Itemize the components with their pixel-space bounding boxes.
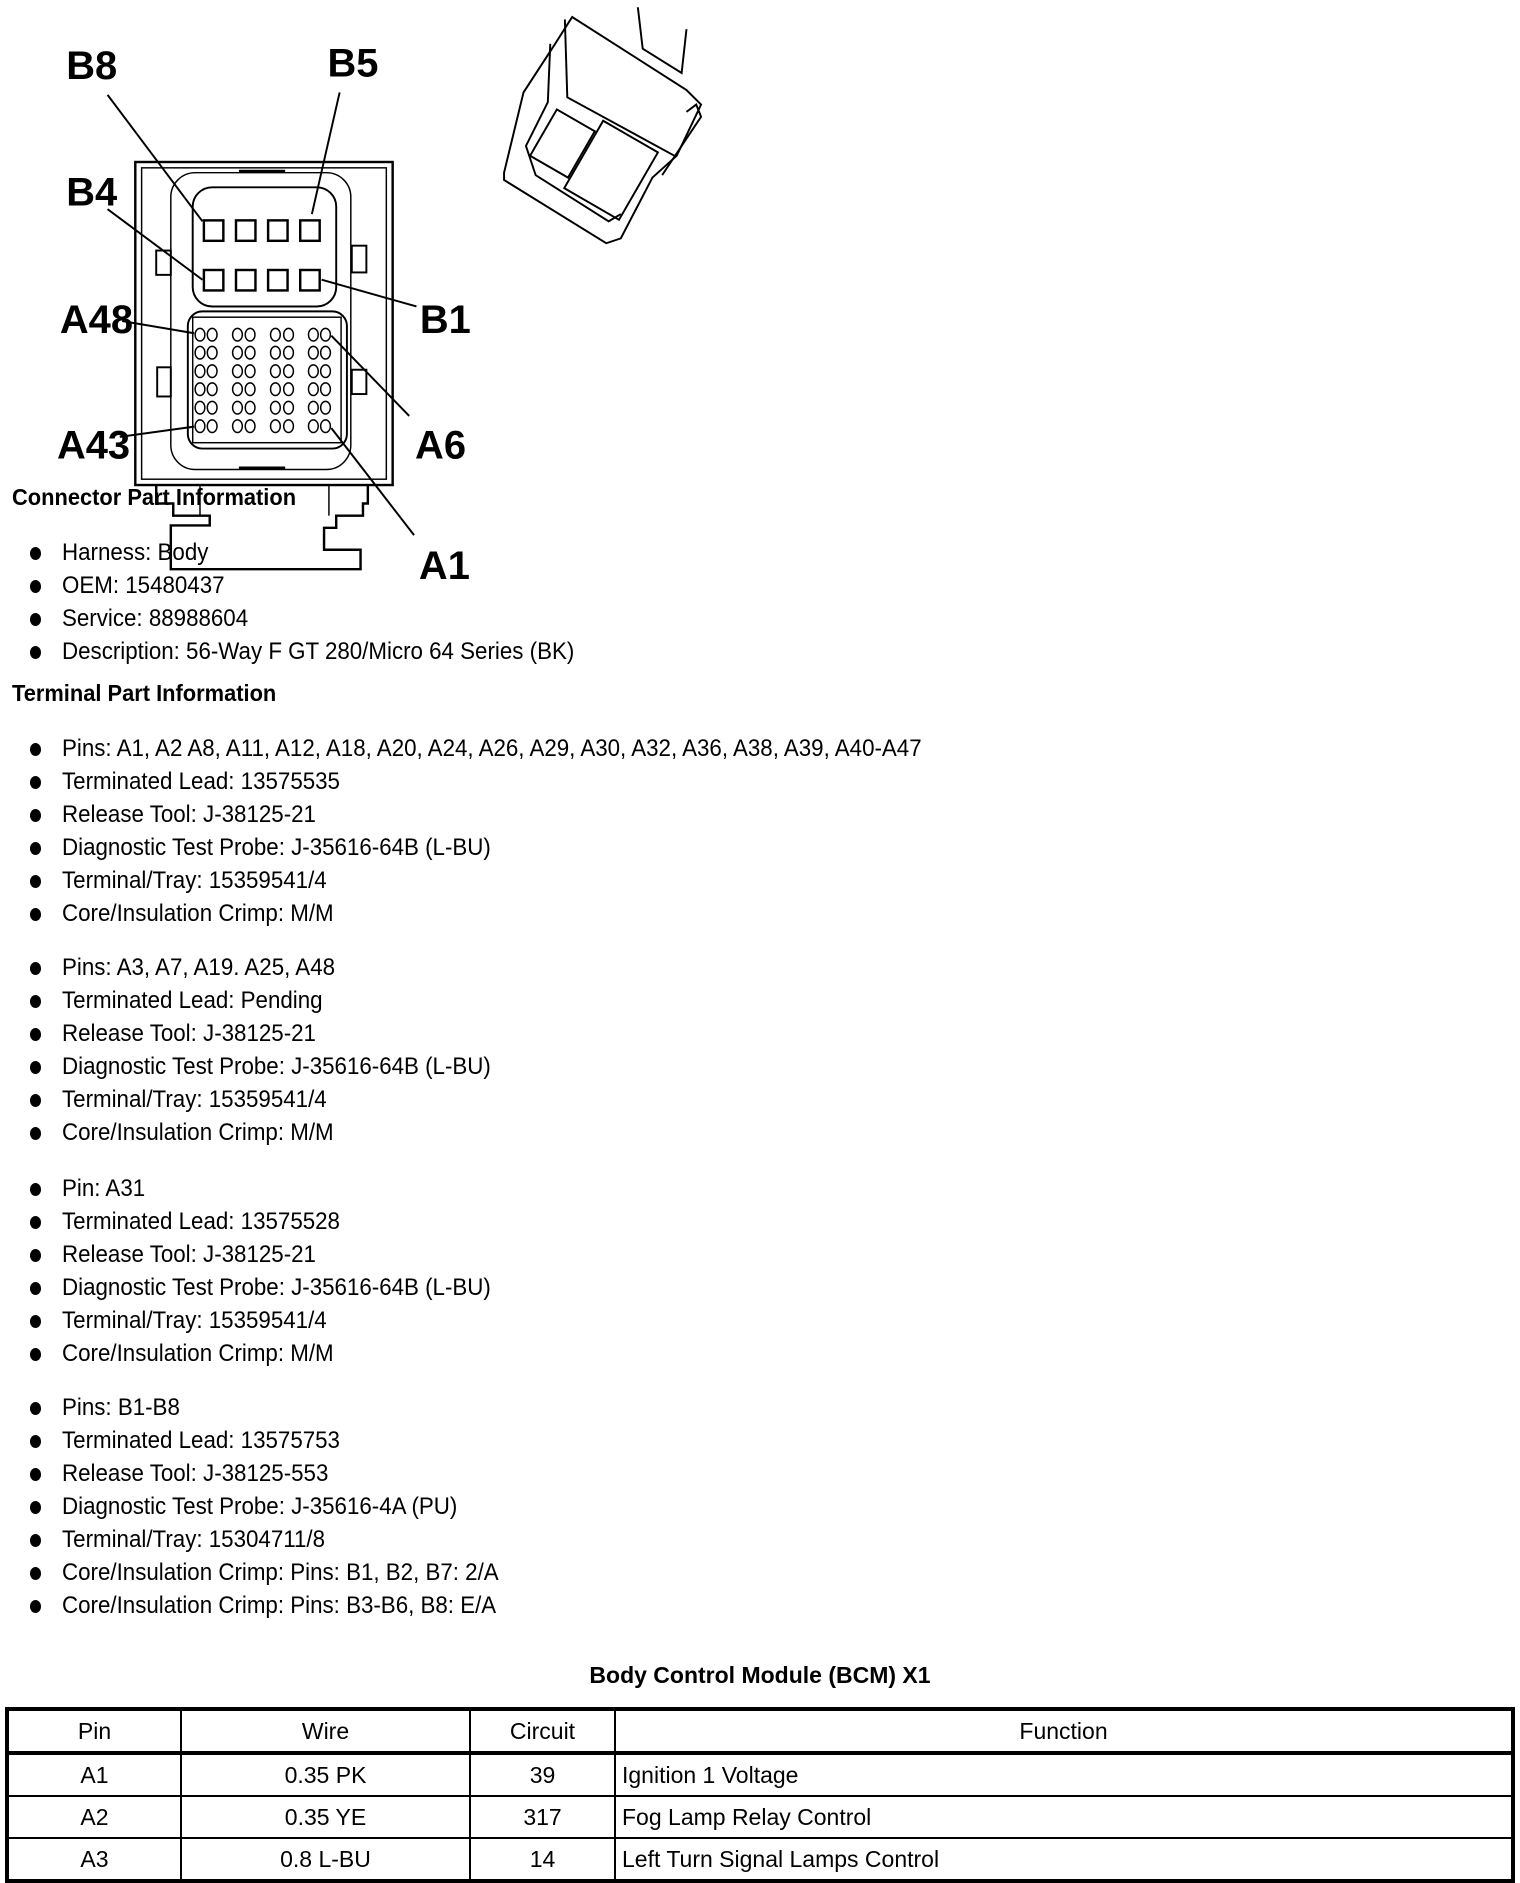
cell-wire: 0.35 YE [181, 1796, 470, 1838]
bullet-icon [30, 1468, 41, 1481]
b-pin-cavity [236, 270, 255, 290]
cell-pin: A3 [7, 1838, 181, 1881]
bullet-icon [30, 1249, 41, 1262]
list-item: Terminated Lead: 13575528 [0, 1205, 523, 1238]
list-item: Core/Insulation Crimp: M/M [0, 1116, 523, 1149]
a-pin-cavity [245, 346, 255, 359]
label-b8: B8 [66, 43, 118, 88]
a-pin-cavity [207, 401, 217, 414]
a-pin-cavity [321, 383, 331, 396]
b-pin-cavity [204, 220, 223, 240]
list-item: Terminal/Tray: 15359541/4 [0, 864, 986, 897]
a-pin-cavity [207, 346, 217, 359]
a-pin-cavity [284, 383, 294, 396]
list-item: Release Tool: J-38125-21 [0, 1238, 523, 1271]
label-a6: A6 [415, 423, 467, 468]
cell-circuit: 39 [470, 1753, 615, 1796]
terminal-group [0, 951, 523, 1149]
bullet-icon [30, 1567, 41, 1580]
bullet-icon [30, 809, 41, 822]
terminal-group [0, 1172, 523, 1370]
terminal-part-info-heading: Terminal Part Information [12, 680, 277, 706]
a-pin-cavity [271, 383, 281, 396]
a-pin-cavity [207, 383, 217, 396]
connector-part-info-heading: Connector Part Information [12, 484, 297, 510]
a-pin-cavity [284, 346, 294, 359]
a-pin-cavity [271, 420, 281, 433]
label-a48: A48 [59, 297, 134, 342]
list-item: Pin: A31 [0, 1172, 523, 1205]
bullet-icon [30, 776, 41, 789]
bullet-icon [30, 995, 41, 1008]
bullet-icon [30, 1534, 41, 1547]
a-pin-cavity [308, 346, 318, 359]
a-pin-cavity [284, 420, 294, 433]
cell-function: Fog Lamp Relay Control [615, 1796, 1513, 1838]
list-item: Release Tool: J-38125-21 [0, 798, 986, 831]
a-pin-cavity [308, 365, 318, 378]
table-title: Body Control Module (BCM) X1 [589, 1662, 931, 1688]
list-item: Diagnostic Test Probe: J-35616-64B (L-BU) [0, 831, 986, 864]
label-b4: B4 [66, 170, 118, 215]
list-item: Description: 56-Way F GT 280/Micro 64 Series (BK) [0, 635, 613, 668]
label-b1: B1 [419, 298, 471, 343]
a-pin-cavity [233, 365, 243, 378]
list-item: Release Tool: J-38125-553 [0, 1457, 532, 1490]
label-a1: A1 [418, 543, 470, 588]
a-pin-cavity [207, 328, 217, 341]
a-pin-cavity [195, 383, 205, 396]
list-item: Release Tool: J-38125-21 [0, 1017, 523, 1050]
bullet-icon [30, 1028, 41, 1041]
list-item: Diagnostic Test Probe: J-35616-4A (PU) [0, 1490, 532, 1523]
a-pin-cavity [195, 346, 205, 359]
a-pin-cavity [195, 420, 205, 433]
bullet-icon [30, 1216, 41, 1229]
cell-function: Left Turn Signal Lamps Control [615, 1838, 1513, 1881]
header-circuit: Circuit [470, 1709, 615, 1753]
a-pin-cavity [271, 365, 281, 378]
cell-function: Ignition 1 Voltage [615, 1753, 1513, 1796]
list-item: Terminal/Tray: 15359541/4 [0, 1304, 523, 1337]
a-pin-cavity [284, 401, 294, 414]
b-pin-cavity [268, 220, 287, 240]
bullet-icon [30, 1600, 41, 1613]
header-function: Function [615, 1709, 1513, 1753]
list-item: Harness: Body [0, 536, 613, 569]
a-pin-cavity [321, 346, 331, 359]
a-pin-cavity [308, 401, 318, 414]
list-item: Core/Insulation Crimp: Pins: B3-B6, B8: E/A [0, 1589, 532, 1622]
list-item: Terminated Lead: 13575753 [0, 1424, 532, 1457]
cell-wire: 0.35 PK [181, 1753, 470, 1796]
b-pin-cavity [300, 220, 319, 240]
bullet-icon [30, 613, 41, 626]
cell-pin: A1 [7, 1753, 181, 1796]
a-pin-cavity [308, 383, 318, 396]
a-pin-cavity [245, 401, 255, 414]
bullet-icon [30, 1435, 41, 1448]
bullet-icon [30, 1183, 41, 1196]
bullet-icon [30, 1094, 41, 1107]
list-item: Pins: A3, A7, A19. A25, A48 [0, 951, 523, 984]
list-item: Terminal/Tray: 15304711/8 [0, 1523, 532, 1556]
b-pin-cavity [300, 270, 319, 290]
header-pin: Pin [7, 1709, 181, 1753]
bullet-icon [30, 580, 41, 593]
b-pin-cavities [204, 220, 320, 290]
a-pin-cavity [271, 401, 281, 414]
a-pin-cavity [271, 346, 281, 359]
a-pin-cavity [195, 328, 205, 341]
list-item: Diagnostic Test Probe: J-35616-64B (L-BU) [0, 1050, 523, 1083]
bullet-icon [30, 1348, 41, 1361]
bullet-icon [30, 1402, 41, 1415]
b-pin-cavity [268, 270, 287, 290]
table-row [7, 1753, 1513, 1796]
a-pin-cavity [207, 365, 217, 378]
label-b5: B5 [327, 41, 379, 86]
cell-circuit: 317 [470, 1796, 615, 1838]
bullet-icon [30, 1282, 41, 1295]
bullet-icon [30, 908, 41, 921]
a-pin-cavities [195, 328, 330, 432]
cell-pin: A2 [7, 1796, 181, 1838]
a-pin-cavity [321, 365, 331, 378]
a-pin-cavity [207, 420, 217, 433]
list-item: Terminated Lead: 13575535 [0, 765, 986, 798]
a-pin-cavity [195, 401, 205, 414]
a-pin-cavity [321, 401, 331, 414]
header-wire: Wire [181, 1709, 470, 1753]
bullet-icon [30, 1315, 41, 1328]
bullet-icon [30, 1501, 41, 1514]
a-pin-cavity [195, 365, 205, 378]
bullet-icon [30, 962, 41, 975]
cell-wire: 0.8 L-BU [181, 1838, 470, 1881]
list-item: Core/Insulation Crimp: Pins: B1, B2, B7: 2/A [0, 1556, 532, 1589]
a-pin-cavity [284, 365, 294, 378]
terminal-group [0, 1391, 532, 1622]
terminal-group [0, 732, 986, 930]
b-pin-cavity [236, 220, 255, 240]
a-pin-cavity [233, 328, 243, 341]
a-pin-cavity [233, 383, 243, 396]
bullet-icon [30, 1127, 41, 1140]
a-pin-cavity [245, 328, 255, 341]
list-item: Service: 88988604 [0, 602, 613, 635]
list-item: Core/Insulation Crimp: M/M [0, 1337, 523, 1370]
label-a43: A43 [56, 423, 131, 468]
a-pin-cavity [308, 328, 318, 341]
list-item: Terminal/Tray: 15359541/4 [0, 1083, 523, 1116]
a-pin-cavity [321, 328, 331, 341]
a-pin-cavity [271, 328, 281, 341]
bullet-icon [30, 1061, 41, 1074]
pinout-table [5, 1707, 1515, 1883]
list-item: Pins: A1, A2 A8, A11, A12, A18, A20, A24, A26, A29, A30, A32, A36, A38, A39, A40-A47 [0, 732, 986, 765]
b-pin-cavity [204, 270, 223, 290]
list-item: Pins: B1-B8 [0, 1391, 532, 1424]
bullet-icon [30, 646, 41, 659]
a-pin-cavity [233, 401, 243, 414]
list-item: OEM: 15480437 [0, 569, 613, 602]
a-pin-cavity [245, 420, 255, 433]
a-pin-cavity [321, 420, 331, 433]
table-row [7, 1838, 1513, 1881]
a-pin-cavity [233, 346, 243, 359]
a-pin-cavity [245, 365, 255, 378]
a-pin-cavity [245, 383, 255, 396]
a-pin-cavity [233, 420, 243, 433]
connector-part-info-list [0, 536, 613, 668]
a-pin-cavity [284, 328, 294, 341]
list-item: Core/Insulation Crimp: M/M [0, 897, 986, 930]
cell-circuit: 14 [470, 1838, 615, 1881]
a-pin-cavity [308, 420, 318, 433]
list-item: Terminated Lead: Pending [0, 984, 523, 1017]
connector-isometric-view [504, 7, 701, 243]
bullet-icon [30, 547, 41, 560]
bullet-icon [30, 875, 41, 888]
table-header-row [7, 1709, 1513, 1753]
table-row [7, 1796, 1513, 1838]
bullet-icon [30, 743, 41, 756]
list-item: Diagnostic Test Probe: J-35616-64B (L-BU) [0, 1271, 523, 1304]
bullet-icon [30, 842, 41, 855]
